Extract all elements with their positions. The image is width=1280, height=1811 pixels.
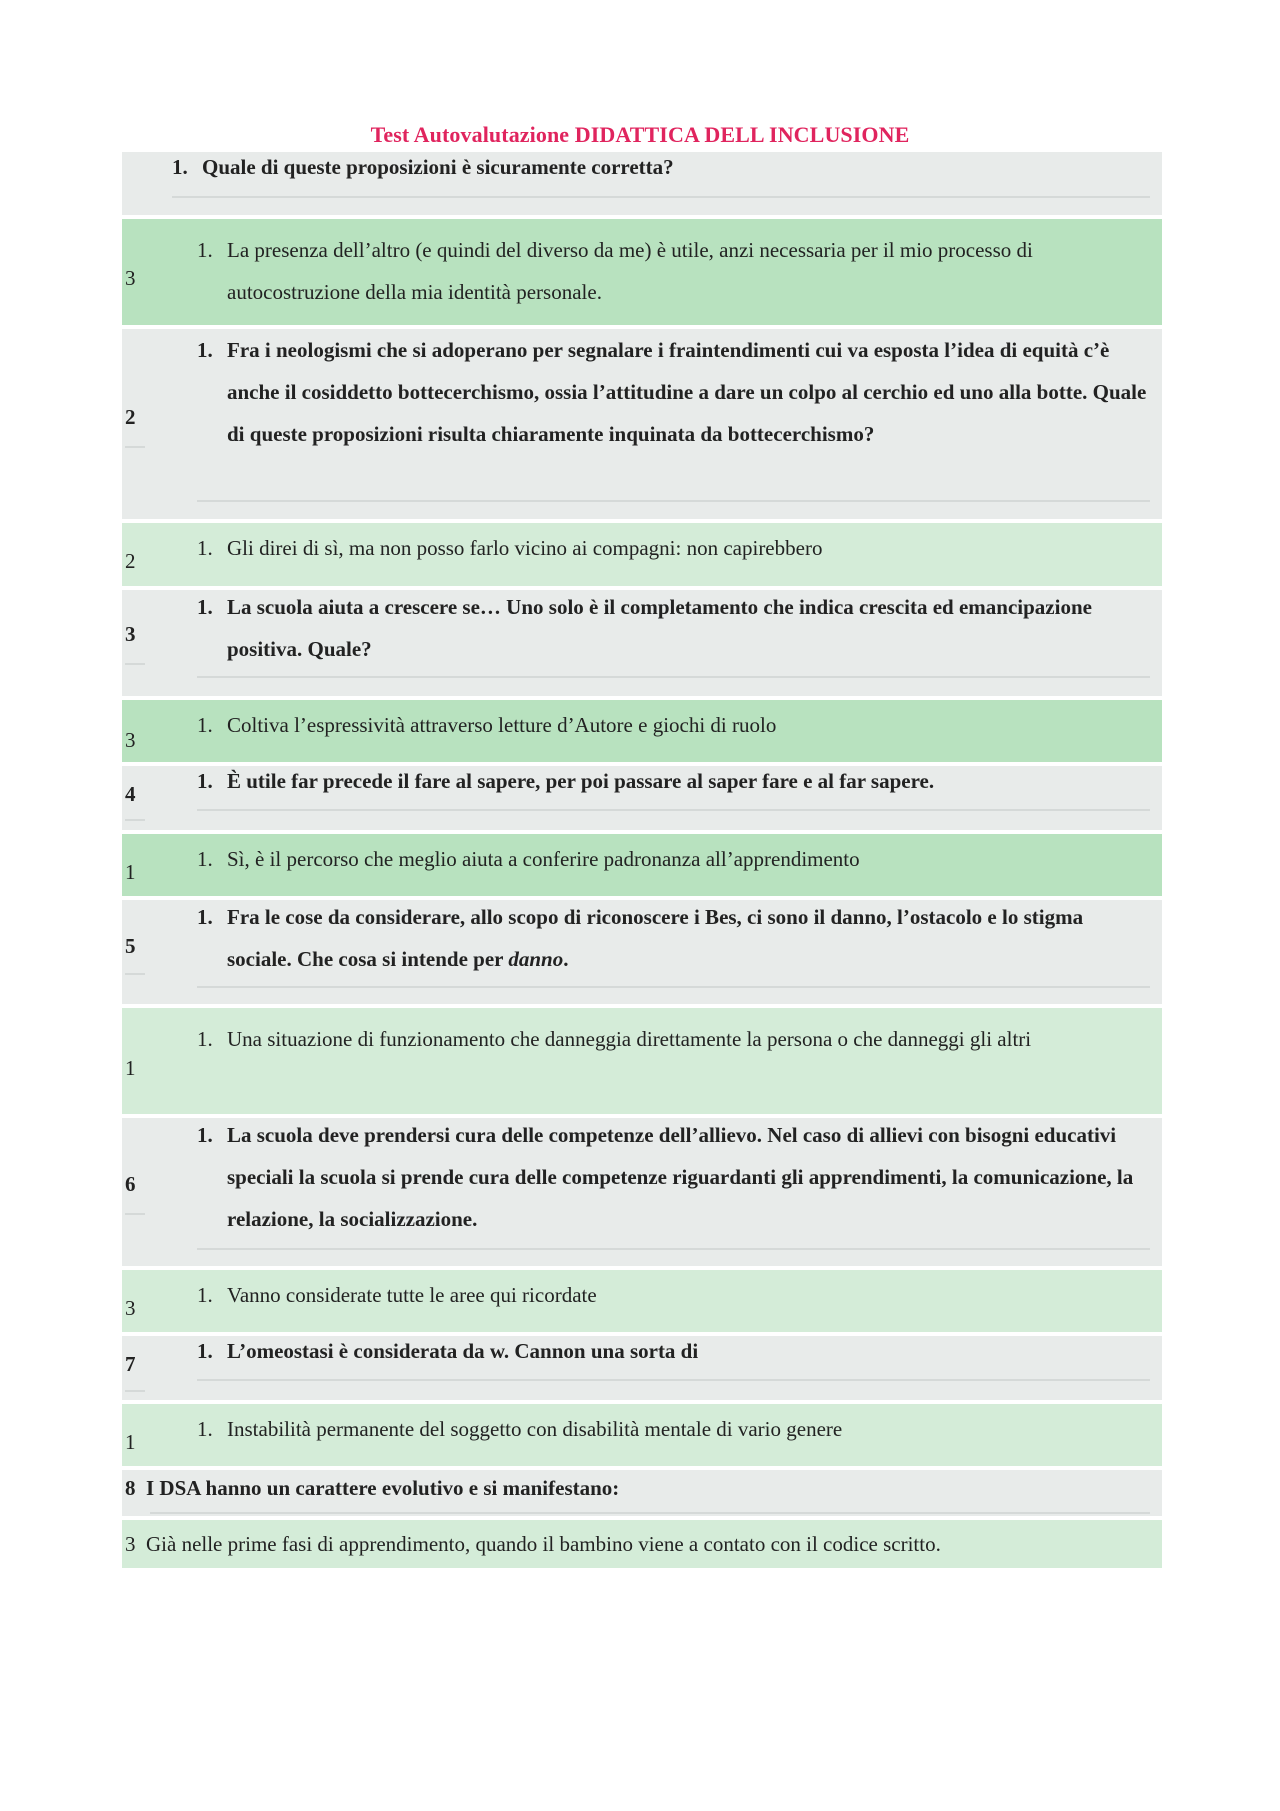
answer-text-2: 1. Gli direi di sì, ma non posso farlo vicino ai compagni: non capirebbero [197, 536, 823, 560]
question-number: 3 [125, 622, 136, 646]
question-text-6: 1. La scuola deve prendersi cura delle competenze dell’allievo. Nel caso di allievi con bisogni educativi speciali la scuola si prende cura delle competenze riguardanti gli apprendimenti, la comunicazione, la relazione, la socializzazione. [197, 1123, 1134, 1231]
question-row-4 [122, 766, 1162, 830]
question-text-2: 1. Fra i neologismi che si adoperano per segnalare i fraintendimenti cui va esposta l’idea di equità c’è anche il cosiddetto bottecerchismo, ossia l’attitudine a dare un colpo al cerchio ed uno alla botte. Quale di queste proposizioni risulta chiaramente inquinata da bottecerchismo? [197, 338, 1147, 446]
answer-row-4 [122, 834, 1162, 896]
score-marker: 1 [125, 860, 136, 884]
question-row-2 [122, 329, 1162, 519]
divider [125, 819, 145, 821]
score-marker: 1 [125, 1430, 136, 1454]
divider [197, 1248, 1150, 1250]
divider [125, 1390, 145, 1392]
question-text-7: 1. L’omeostasi è considerata da w. Cannon una sorta di [197, 1339, 699, 1363]
question-text-4: 1. È utile far precede il fare al sapere, per poi passare al saper fare e al far sapere. [197, 769, 935, 793]
question-row-6 [122, 1118, 1162, 1266]
divider [125, 446, 145, 448]
answer-row-5 [122, 1008, 1162, 1114]
divider [172, 196, 1150, 198]
score-marker: 2 [125, 549, 136, 573]
question-number: 6 [125, 1172, 136, 1196]
divider [125, 663, 145, 665]
answer-row-1 [122, 219, 1162, 325]
answer-text-3: 1. Coltiva l’espressività attraverso letture d’Autore e giochi di ruolo [197, 713, 777, 737]
divider [197, 676, 1150, 678]
answer-text-8: 3 Già nelle prime fasi di apprendimento, quando il bambino viene a contato con il codice scritto. [125, 1532, 941, 1556]
score-marker: 3 [125, 728, 136, 752]
divider [125, 973, 145, 975]
answer-row-7 [122, 1404, 1162, 1466]
answer-text-6: 1. Vanno considerate tutte le aree qui ricordate [197, 1283, 597, 1307]
answer-row-2 [122, 523, 1162, 586]
question-row-8 [122, 1470, 1162, 1516]
question-number: 5 [125, 934, 136, 958]
question-number: 4 [125, 782, 136, 806]
question-row-1 [122, 152, 1162, 215]
answer-text-5: 1. Una situazione di funzionamento che danneggia direttamente la persona o che danneggi gli altri [197, 1027, 1032, 1051]
score-marker: 3 [125, 1296, 136, 1320]
document-title: Test Autovalutazione DIDATTICA DELL INCLUSIONE [370, 122, 910, 147]
answer-row-6 [122, 1270, 1162, 1332]
divider [197, 1379, 1150, 1381]
answer-text-4: 1. Sì, è il percorso che meglio aiuta a conferire padronanza all’apprendimento [197, 847, 860, 871]
answer-row-8 [122, 1520, 1162, 1568]
divider [197, 809, 1150, 811]
question-row-3 [122, 590, 1162, 696]
divider [150, 1512, 1150, 1514]
question-row-7 [122, 1336, 1162, 1400]
quiz-table [122, 152, 1162, 1572]
question-text-1: 1. Quale di queste proposizioni è sicuramente corretta? [172, 155, 674, 179]
question-number: 2 [125, 405, 136, 429]
question-text-5: 1. Fra le cose da considerare, allo scopo di riconoscere i Bes, ci sono il danno, l’ostacolo e lo stigma sociale. Che cosa si intende per danno. [197, 905, 1084, 971]
question-text-8: 8 I DSA hanno un carattere evolutivo e si manifestano: [125, 1476, 620, 1500]
question-number: 7 [125, 1352, 136, 1376]
answer-text-1: 1. La presenza dell’altro (e quindi del diverso da me) è utile, anzi necessaria per il mio processo di autocostruzione della mia identità personale. [197, 238, 1033, 304]
answer-row-3 [122, 700, 1162, 762]
answer-text-7: 1. Instabilità permanente del soggetto con disabilità mentale di vario genere [197, 1417, 843, 1441]
divider [125, 1213, 145, 1215]
score-marker: 3 [125, 266, 136, 290]
divider [197, 986, 1150, 988]
question-text-3: 1. La scuola aiuta a crescere se… Uno solo è il completamento che indica crescita ed emancipazione positiva. Quale? [197, 595, 1092, 661]
divider [197, 500, 1150, 502]
question-row-5 [122, 900, 1162, 1004]
score-marker: 1 [125, 1056, 136, 1080]
